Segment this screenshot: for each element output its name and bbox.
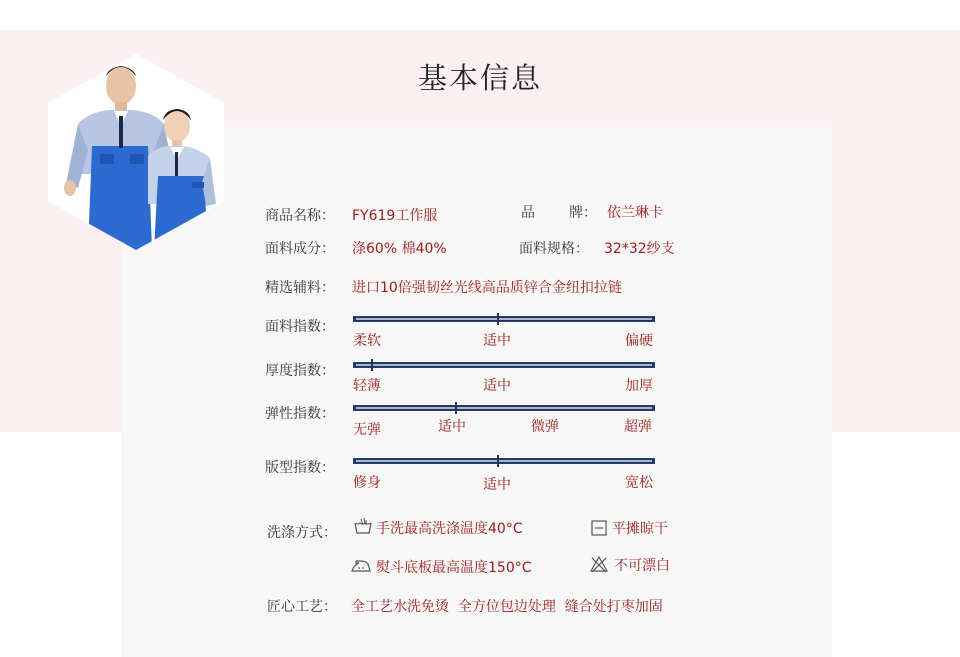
- brand-value: 依兰琳卡: [607, 205, 663, 221]
- fabric-value: 涤60% 棉40%: [352, 241, 447, 257]
- care-label: 洗涤方式：: [267, 525, 337, 541]
- fabric-label: 面料成分：: [265, 241, 335, 257]
- product-name-label: 商品名称：: [265, 208, 335, 224]
- hand-wash-icon: [353, 517, 373, 535]
- thickness-tick-thin: 轻薄: [353, 378, 381, 394]
- thickness-index-label: 厚度指数：: [265, 363, 335, 379]
- softness-index-marker: [497, 313, 499, 325]
- softness-index-label: 面料指数：: [265, 319, 335, 335]
- fit-tick-slim: 修身: [353, 475, 381, 491]
- no-bleach-icon: [589, 555, 609, 573]
- thickness-tick-thick: 加厚: [625, 378, 653, 394]
- thickness-index-bar: [353, 362, 655, 368]
- spec-value: 32*32纱支: [604, 241, 675, 257]
- accessory-label: 精选辅料：: [265, 280, 335, 296]
- dry-flat-icon: [591, 520, 607, 536]
- elasticity-tick-super: 超弹: [624, 419, 652, 435]
- no-bleach-text: 不可漂白: [614, 558, 670, 574]
- softness-tick-hard: 偏硬: [625, 333, 653, 349]
- product-name-value: FY619工作服: [352, 208, 438, 224]
- fit-index-marker: [497, 455, 499, 467]
- fit-index-label: 版型指数：: [265, 460, 335, 476]
- craft-value: 全工艺水洗免烫 全方位包边处理 缝合处打枣加固: [351, 599, 663, 615]
- thickness-index-marker: [371, 359, 373, 371]
- elasticity-index-bar: [353, 405, 655, 411]
- elasticity-tick-medium: 适中: [438, 419, 466, 435]
- elasticity-index-label: 弹性指数：: [265, 406, 335, 422]
- hand-wash-text: 手洗最高洗涤温度40°C: [376, 521, 523, 537]
- spec-label: 面料规格：: [519, 241, 589, 257]
- softness-tick-medium: 适中: [483, 333, 511, 349]
- craft-label: 匠心工艺：: [267, 599, 337, 615]
- fit-tick-loose: 宽松: [625, 475, 653, 491]
- fit-index-bar: [353, 458, 655, 464]
- brand-label-first: 品: [521, 205, 535, 221]
- softness-tick-soft: 柔软: [353, 333, 381, 349]
- elasticity-tick-slight: 微弹: [531, 419, 559, 435]
- iron-text: 熨斗底板最高温度150°C: [376, 560, 532, 576]
- dry-flat-text: 平摊晾干: [612, 521, 668, 537]
- accessory-value: 进口10倍强韧丝光线高品质锌合金纽扣拉链: [352, 280, 622, 296]
- elasticity-index-marker: [455, 402, 457, 414]
- elasticity-tick-none: 无弹: [353, 422, 381, 438]
- softness-index-bar: [353, 316, 655, 322]
- fit-tick-medium: 适中: [483, 477, 511, 493]
- thickness-tick-medium: 适中: [483, 378, 511, 394]
- page-title: 基本信息: [417, 61, 542, 95]
- brand-label-second: 牌：: [569, 205, 597, 221]
- info-card: [122, 127, 832, 657]
- iron-icon: [350, 559, 372, 573]
